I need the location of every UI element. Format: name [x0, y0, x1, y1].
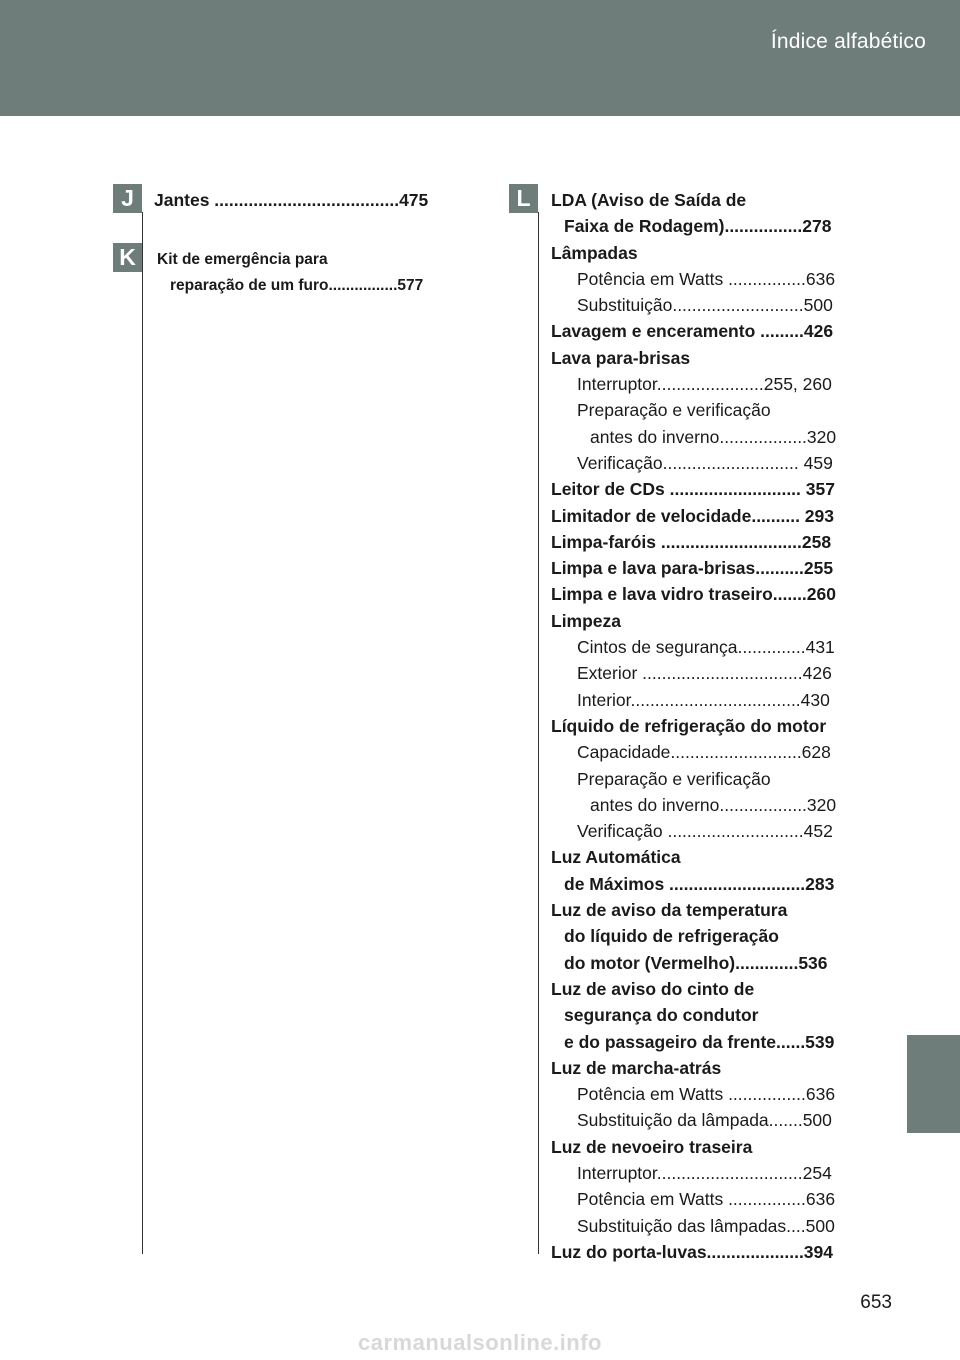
index-entry[interactable]: Líquido de refrigeração do motor: [551, 715, 827, 736]
header-bar: [0, 0, 960, 116]
index-entry[interactable]: Lavagem e enceramento .........426: [551, 321, 834, 342]
index-entry[interactable]: Luz de aviso da temperatura: [551, 900, 788, 921]
index-entry[interactable]: Faixa de Rodagem)................278: [564, 216, 832, 237]
index-entry[interactable]: Luz de nevoeiro traseira: [551, 1136, 753, 1157]
index-subentry[interactable]: Verificação ............................452: [577, 821, 833, 842]
index-subentry[interactable]: Interruptor..............................254: [577, 1162, 832, 1183]
index-subentry[interactable]: Exterior .................................426: [577, 663, 832, 684]
left-column-divider: [142, 212, 143, 1254]
index-entry[interactable]: Limpeza: [551, 610, 622, 631]
section-k-entries: [157, 247, 423, 300]
index-subentry[interactable]: Verificação............................ 459: [577, 452, 833, 473]
index-entry[interactable]: Luz Automática: [551, 847, 681, 868]
index-subentry[interactable]: Capacidade...........................628: [577, 742, 831, 763]
section-badge-k: K: [113, 243, 142, 272]
index-entry[interactable]: do motor (Vermelho).............536: [564, 952, 828, 973]
index-entry[interactable]: Leitor de CDs ........................... 357: [551, 479, 835, 500]
index-entry[interactable]: Jantes ......................................475: [154, 190, 429, 210]
index-entry[interactable]: Limpa e lava vidro traseiro.......260: [551, 584, 836, 605]
index-entry[interactable]: Luz de marcha-atrás: [551, 1057, 722, 1078]
section-badge-l: L: [509, 184, 538, 213]
index-entry[interactable]: Limitador de velocidade.......... 293: [551, 505, 835, 526]
index-subentry[interactable]: Interruptor......................255, 260: [577, 374, 832, 395]
index-entry[interactable]: do líquido de refrigeração: [564, 926, 779, 947]
index-entry[interactable]: e do passageiro da frente......539: [564, 1031, 835, 1052]
index-entry[interactable]: LDA (Aviso de Saída de: [551, 190, 747, 210]
section-j-entries: [154, 187, 428, 213]
index-entry[interactable]: de Máximos ............................283: [564, 873, 835, 894]
index-subentry[interactable]: Substituição das lâmpadas....500: [577, 1215, 835, 1236]
section-badge-j: J: [113, 184, 142, 213]
index-entry[interactable]: Luz de aviso do cinto de: [551, 978, 755, 999]
index-subentry[interactable]: Potência em Watts ................636: [577, 1189, 836, 1210]
index-subentry[interactable]: Interior...................................430: [577, 689, 830, 710]
index-subentry[interactable]: Cintos de segurança..............431: [577, 637, 835, 658]
index-subentry[interactable]: antes do inverno..................320: [590, 426, 837, 447]
chapter-tab[interactable]: [907, 1035, 960, 1133]
right-column-divider: [538, 212, 539, 1254]
index-subentry[interactable]: Preparação e verificação: [577, 768, 771, 789]
index-entry[interactable]: Lâmpadas: [551, 242, 638, 263]
section-l-entries: [551, 187, 836, 1265]
index-entry[interactable]: Limpa e lava para-brisas..........255: [551, 558, 834, 579]
index-subentry[interactable]: Preparação e verificação: [577, 400, 771, 421]
index-subentry[interactable]: antes do inverno..................320: [590, 794, 837, 815]
index-entry[interactable]: Lava para-brisas: [551, 347, 691, 368]
index-subentry[interactable]: Potência em Watts ................636: [577, 1084, 836, 1105]
index-entry[interactable]: segurança do condutor: [564, 1005, 759, 1026]
index-subentry[interactable]: Substituição...........................500: [577, 295, 833, 316]
watermark: carmanualsonline.info: [358, 1330, 602, 1355]
index-entry[interactable]: Luz do porta-luvas....................394: [551, 1241, 833, 1262]
index-entry[interactable]: reparação de um furo................577: [170, 277, 424, 295]
index-subentry[interactable]: Substituição da lâmpada.......500: [577, 1110, 832, 1131]
index-entry[interactable]: Kit de emergência para: [157, 251, 328, 268]
index-subentry[interactable]: Potência em Watts ................636: [577, 268, 836, 289]
page-title: Índice alfabético: [770, 30, 926, 53]
page-number: 653: [860, 1292, 892, 1313]
index-entry[interactable]: Limpa-faróis .............................258: [551, 531, 832, 552]
